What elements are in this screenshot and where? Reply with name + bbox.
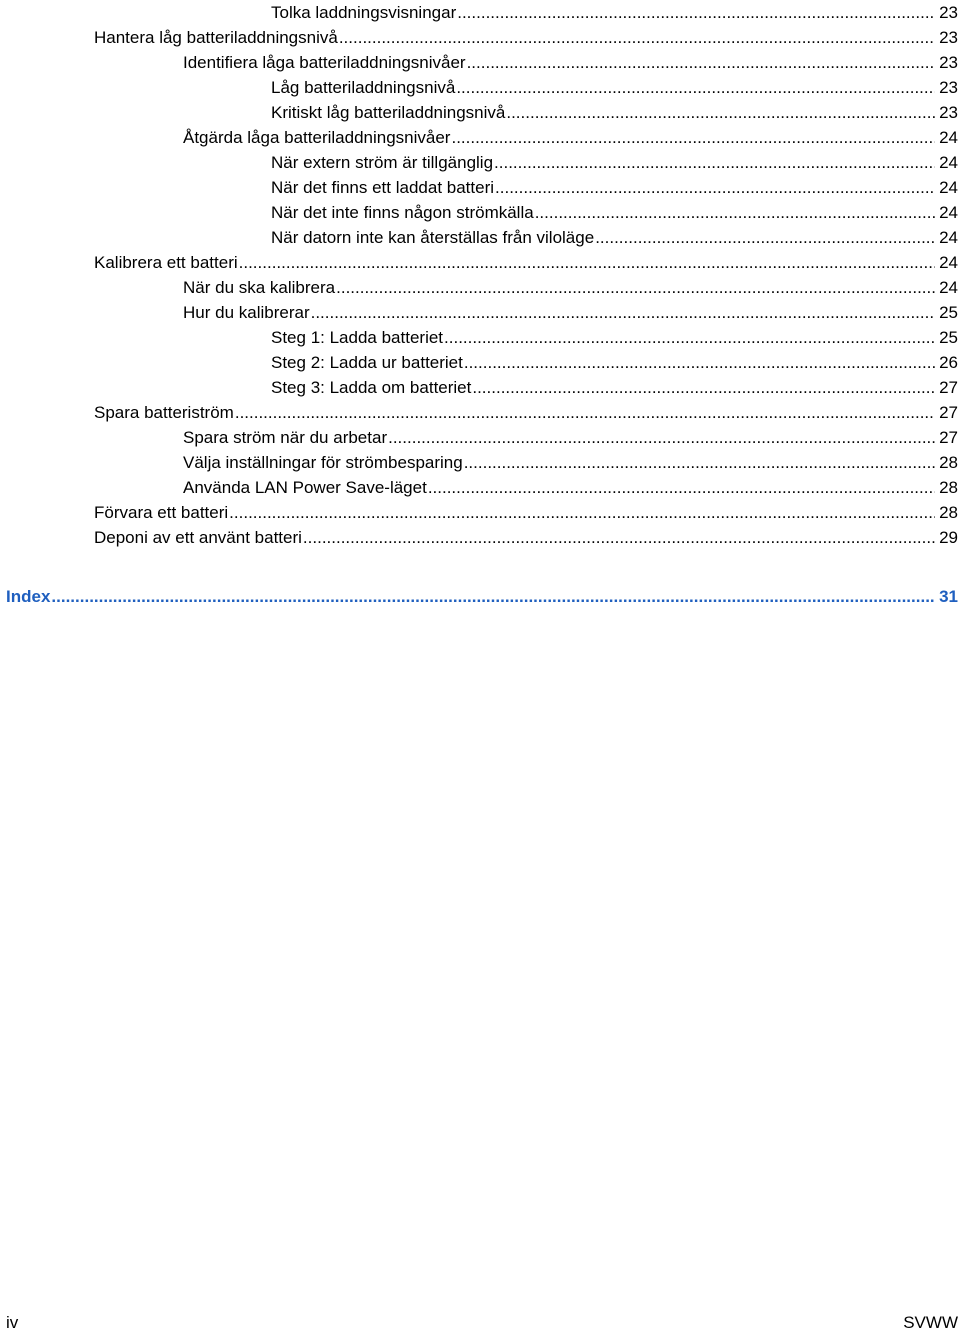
toc-entry-page: 24 (939, 203, 958, 222)
toc-entry-title: Steg 2: Ladda ur batteriet (271, 353, 463, 372)
toc-entry-title: Välja inställningar för strömbesparing (183, 453, 463, 472)
toc-entry[interactable] (94, 398, 958, 423)
toc-entry-page: 24 (939, 253, 958, 272)
toc-entry-title: Spara ström när du arbetar (183, 428, 388, 447)
toc-entry-title: När det finns ett laddat batteri (271, 178, 495, 197)
toc-entry-page: 23 (939, 103, 958, 122)
toc-entry[interactable] (271, 98, 958, 123)
toc-entry[interactable] (183, 423, 958, 448)
toc-entry-page: 23 (939, 28, 958, 47)
toc-entry-page: 26 (939, 353, 958, 372)
toc-entry[interactable] (271, 73, 958, 98)
dot-leader (239, 252, 935, 273)
toc-entry[interactable] (271, 198, 958, 223)
dot-leader (464, 352, 935, 373)
toc-entry[interactable] (271, 323, 958, 348)
toc-entry-page: 24 (939, 128, 958, 147)
toc-entry-page: 25 (939, 303, 958, 322)
toc-entry-page: 23 (939, 78, 958, 97)
toc-entry-title: Hur du kalibrerar (183, 303, 310, 322)
toc-entry-page: 28 (939, 503, 958, 522)
toc-entry-title: Kalibrera ett batteri (94, 253, 238, 272)
dot-leader (456, 77, 935, 98)
toc-entry-page: 24 (939, 178, 958, 197)
toc-entry[interactable] (271, 373, 958, 398)
toc-entry-title: Låg batteriladdningsnivå (271, 78, 456, 97)
dot-leader (467, 52, 936, 73)
dot-leader (311, 302, 935, 323)
toc-entry-page: 24 (939, 278, 958, 297)
dot-leader (464, 452, 935, 473)
dot-leader (506, 102, 935, 123)
toc-entry[interactable] (94, 23, 958, 48)
dot-leader (495, 177, 935, 198)
dot-leader (428, 477, 935, 498)
dot-leader (535, 202, 935, 223)
dot-leader (444, 327, 935, 348)
toc-entry[interactable] (271, 148, 958, 173)
toc-entry-title: När du ska kalibrera (183, 278, 336, 297)
footer-page-number: iv (6, 1313, 19, 1332)
toc-index-page: 31 (939, 587, 958, 606)
toc-entry[interactable] (94, 523, 958, 548)
toc-entry-title: När det inte finns någon strömkälla (271, 203, 534, 222)
dot-leader (339, 27, 935, 48)
toc-entry-page: 24 (939, 153, 958, 172)
toc-entry-title: Spara batteriström (94, 403, 234, 422)
toc-entry[interactable] (183, 448, 958, 473)
toc-index-link[interactable] (6, 582, 958, 607)
dot-leader (388, 427, 935, 448)
toc-entry[interactable] (183, 473, 958, 498)
toc-entry-title: Förvara ett batteri (94, 503, 229, 522)
toc-entry-page: 27 (939, 378, 958, 397)
toc-entry[interactable] (271, 0, 958, 23)
toc-entry[interactable] (183, 273, 958, 298)
toc-entry-title: Steg 1: Ladda batteriet (271, 328, 444, 347)
toc-entry-page: 28 (939, 453, 958, 472)
dot-leader (235, 402, 935, 423)
toc-entry-page: 27 (939, 403, 958, 422)
toc-entry-page: 23 (939, 3, 958, 22)
toc-entry-page: 28 (939, 478, 958, 497)
toc-entry-page: 25 (939, 328, 958, 347)
dot-leader (336, 277, 935, 298)
toc-entry-title: Steg 3: Ladda om batteriet (271, 378, 472, 397)
dot-leader (51, 586, 935, 607)
toc-entry[interactable] (183, 123, 958, 148)
toc-entry-page: 29 (939, 528, 958, 547)
toc-entry[interactable] (271, 348, 958, 373)
toc-entry-title: När datorn inte kan återställas från viloläge (271, 228, 595, 247)
toc-entry-title: Använda LAN Power Save-läget (183, 478, 427, 497)
toc-entry-page: 27 (939, 428, 958, 447)
toc-entry[interactable] (271, 223, 958, 248)
toc-entry[interactable] (94, 248, 958, 273)
toc-entry-page: 24 (939, 228, 958, 247)
toc-entry-title: Identifiera låga batteriladdningsnivåer (183, 53, 466, 72)
toc-entry-title: När extern ström är tillgänglig (271, 153, 494, 172)
dot-leader (451, 127, 935, 148)
dot-leader (595, 227, 935, 248)
toc-entry-page: 23 (939, 53, 958, 72)
toc-entry-title: Åtgärda låga batteriladdningsnivåer (183, 128, 451, 147)
toc-entry-title: Kritiskt låg batteriladdningsnivå (271, 103, 506, 122)
dot-leader (303, 527, 935, 548)
toc-entry[interactable] (183, 48, 958, 73)
toc-entry[interactable] (271, 173, 958, 198)
toc-entry[interactable] (183, 298, 958, 323)
toc-entry-title: Hantera låg batteriladdningsnivå (94, 28, 338, 47)
toc-entry[interactable] (94, 498, 958, 523)
toc-entry-title: Deponi av ett använt batteri (94, 528, 302, 547)
dot-leader (472, 377, 935, 398)
footer-doc-code: SVWW (903, 1313, 958, 1332)
dot-leader (229, 502, 935, 523)
dot-leader (457, 2, 935, 23)
dot-leader (494, 152, 935, 173)
toc-index-title: Index (6, 587, 51, 606)
toc-entry-title: Tolka laddningsvisningar (271, 3, 457, 22)
